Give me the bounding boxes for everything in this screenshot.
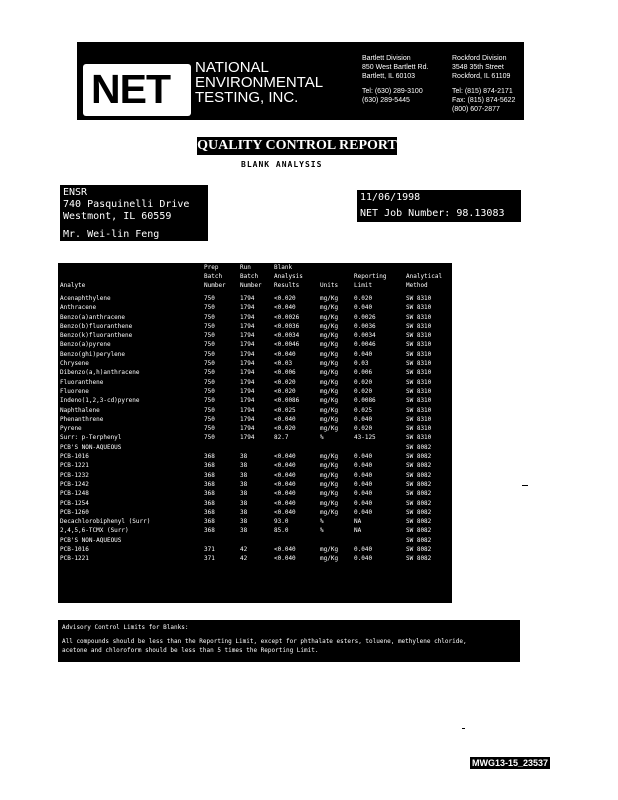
bartlett-division <box>362 54 428 105</box>
reporting-limit-cell: 0.040 <box>354 471 373 479</box>
units-cell: mg/Kg <box>320 295 339 302</box>
prep-batch-cell: 750 <box>204 304 215 312</box>
reporting-limit-cell <box>352 443 404 452</box>
table-row <box>58 331 452 340</box>
analyte-cell: Phenanthrene <box>60 415 104 423</box>
prep-batch-cell: 368 <box>204 508 215 516</box>
header-blank: Analysis <box>274 273 303 280</box>
prep-batch-cell: 750 <box>204 387 215 395</box>
table-row <box>58 545 452 554</box>
prep-batch-cell: 368 <box>204 527 215 535</box>
reporting-limit-cell: 0.020 <box>354 425 373 433</box>
units-cell: mg/Kg <box>320 508 339 516</box>
header-run: Number <box>240 282 262 289</box>
report-date: 11/06/1998 <box>360 192 421 203</box>
table-row <box>58 303 452 312</box>
result-cell: 85.0 <box>274 527 289 535</box>
results-table <box>58 263 452 564</box>
report-subtitle: BLANK ANALYSIS <box>241 160 323 169</box>
units-cell: mg/Kg <box>320 360 339 368</box>
registered-mark: ® <box>179 94 186 104</box>
header-method: Method <box>406 282 428 289</box>
analyte-cell: Decachlorobiphenyl (Surr) <box>60 518 151 526</box>
advisory-heading: Advisory Control Limits for Blanks: <box>62 624 189 631</box>
result-cell: <0.040 <box>274 471 296 479</box>
units-cell: mg/Kg <box>320 546 339 554</box>
prep-batch-cell: 368 <box>204 462 215 470</box>
prep-batch-cell: 750 <box>204 397 215 405</box>
analyte-cell: Naphthalene <box>60 406 100 414</box>
units-cell: mg/Kg <box>320 332 339 340</box>
header-blank: Results <box>274 282 300 289</box>
run-batch-cell <box>238 536 272 545</box>
analyte-cell: Fluorene <box>60 387 89 395</box>
method-cell: SW 8082 <box>406 555 432 563</box>
prep-batch-cell: 368 <box>204 480 215 488</box>
reporting-limit-cell: 0.040 <box>354 304 373 312</box>
company-name <box>195 60 323 105</box>
analyte-cell: Pyrene <box>60 425 82 433</box>
run-batch-cell: 38 <box>240 462 248 470</box>
header-run: Run <box>240 264 251 271</box>
reporting-limit-cell: 0.040 <box>354 499 373 507</box>
table-row <box>58 424 452 433</box>
company-line: TESTING, INC. <box>195 89 299 106</box>
result-cell: <0.040 <box>274 499 296 507</box>
method-cell: SW 8082 <box>406 546 432 554</box>
report-title: QUALITY CONTROL REPORT <box>197 138 397 153</box>
reporting-limit-cell: 0.040 <box>354 508 373 516</box>
result-cell: <0.0046 <box>274 341 300 349</box>
header-method: Analytical <box>406 273 443 280</box>
reporting-limit-cell: 0.03 <box>354 360 369 368</box>
run-batch-cell: 1794 <box>240 322 255 330</box>
division-line: Rockford, IL 61109 <box>452 73 511 80</box>
result-cell: <0.020 <box>274 295 296 302</box>
run-batch-cell: 1794 <box>240 378 255 386</box>
analyte-cell: Chrysene <box>60 360 89 368</box>
prep-batch-cell: 750 <box>204 322 215 330</box>
table-row <box>58 322 452 331</box>
table-row <box>58 396 452 405</box>
run-batch-cell: 1794 <box>240 369 255 377</box>
reporting-limit-cell: 0.040 <box>354 546 373 554</box>
table-row <box>58 350 452 359</box>
header-prep: Number <box>204 282 226 289</box>
header-analyte: Analyte <box>60 282 86 289</box>
prep-batch-cell: 750 <box>204 415 215 423</box>
reporting-limit-cell: NA <box>354 527 362 535</box>
prep-batch-cell: 371 <box>204 555 215 563</box>
division-line: 850 West Bartlett Rd. <box>362 64 429 71</box>
reporting-limit-cell: 0.040 <box>354 462 373 470</box>
method-cell: SW 8310 <box>406 369 432 377</box>
scan-mark <box>462 728 465 729</box>
table-row <box>58 517 452 526</box>
analyte-cell: PCB'S NON-AQUEOUS <box>60 443 122 451</box>
run-batch-cell: 1794 <box>240 332 255 340</box>
header-reporting: Limit <box>354 282 373 289</box>
prep-batch-cell: 368 <box>204 518 215 526</box>
prep-batch-cell: 750 <box>204 360 215 368</box>
units-cell: mg/Kg <box>320 490 339 498</box>
job-number: NET Job Number: 98.13083 <box>360 208 505 219</box>
run-batch-cell: 1794 <box>240 406 255 414</box>
division-line: Tel: (630) 289-3100 <box>362 88 423 95</box>
table-row <box>58 368 452 377</box>
run-batch-cell: 38 <box>240 471 248 479</box>
prep-batch-cell <box>202 536 238 545</box>
units-cell: % <box>320 434 324 442</box>
division-line: Bartlett Division <box>362 55 411 62</box>
method-cell: SW 8310 <box>406 360 432 368</box>
client-attention: Mr. Wei-lin Feng <box>63 229 160 240</box>
table-row <box>58 526 452 535</box>
reporting-limit-cell: 0.0086 <box>354 397 376 405</box>
units-cell: mg/Kg <box>320 313 339 321</box>
result-cell: <0.040 <box>274 508 296 516</box>
run-batch-cell: 42 <box>240 546 248 554</box>
table-row <box>58 471 452 480</box>
run-batch-cell: 38 <box>240 480 248 488</box>
table-row <box>58 536 452 545</box>
result-cell: <0.020 <box>274 387 296 395</box>
client-name: ENSR <box>63 187 88 198</box>
reporting-limit-cell: 0.020 <box>354 387 373 395</box>
prep-batch-cell: 750 <box>204 341 215 349</box>
prep-batch-cell: 750 <box>204 406 215 414</box>
method-cell: SW 8082 <box>406 499 432 507</box>
prep-batch-cell: 750 <box>204 378 215 386</box>
analyte-cell: PCB'S NON-AQUEOUS <box>60 536 122 544</box>
result-cell: <0.040 <box>274 453 296 461</box>
header-blank: Blank <box>274 264 293 271</box>
prep-batch-cell: 750 <box>204 332 215 340</box>
units-cell: mg/Kg <box>320 341 339 349</box>
result-cell: <0.0026 <box>274 313 300 321</box>
reporting-limit-cell: 43-125 <box>354 434 376 442</box>
table-row <box>58 378 452 387</box>
division-line: (630) 289-5445 <box>362 97 410 104</box>
analyte-cell: Benzo(ghi)perylene <box>60 350 126 358</box>
reporting-limit-cell: 0.0026 <box>354 313 376 321</box>
method-cell: SW 8310 <box>406 332 432 340</box>
method-cell: SW 8310 <box>406 313 432 321</box>
division-line: 3548 35th Street <box>452 64 504 71</box>
analyte-cell: PCB-1016 <box>60 546 89 554</box>
units-cell: mg/Kg <box>320 415 339 423</box>
method-cell: SW 8082 <box>406 508 432 516</box>
analyte-cell: PCB-1232 <box>60 471 89 479</box>
analyte-cell: PCB-1221 <box>60 462 89 470</box>
method-cell: SW 8082 <box>406 527 432 535</box>
prep-batch-cell: 750 <box>204 369 215 377</box>
reporting-limit-cell: 0.040 <box>354 480 373 488</box>
run-batch-cell: 38 <box>240 453 248 461</box>
reporting-limit-cell: 0.040 <box>354 415 373 423</box>
prep-batch-cell: 750 <box>204 350 215 358</box>
header-run: Batch <box>240 273 259 280</box>
table-row <box>58 480 452 489</box>
analyte-cell: Acenaphthylene <box>60 295 111 302</box>
units-cell: mg/Kg <box>320 406 339 414</box>
method-cell: SW 8310 <box>406 378 432 386</box>
run-batch-cell: 38 <box>240 527 248 535</box>
company-line: ENVIRONMENTAL <box>195 74 324 91</box>
prep-batch-cell: 750 <box>204 313 215 321</box>
method-cell: SW 8082 <box>406 518 432 526</box>
prep-batch-cell: 368 <box>204 471 215 479</box>
analyte-cell: Benzo(b)fluoranthene <box>60 322 133 330</box>
division-line: Fax: (815) 874-5622 <box>452 97 516 104</box>
run-batch-cell: 1794 <box>240 434 255 442</box>
reporting-limit-cell: 0.0034 <box>354 332 376 340</box>
result-cell <box>272 443 318 452</box>
analyte-cell: Indeno(1,2,3-cd)pyrene <box>60 397 140 405</box>
reporting-limit-cell <box>352 536 404 545</box>
units-cell: mg/Kg <box>320 378 339 386</box>
run-batch-cell: 1794 <box>240 304 255 312</box>
advisory-line: All compounds should be less than the Reporting Limit, except for phthalate esters, toluene, methylene chloride, <box>62 638 467 645</box>
division-line: Rockford Division <box>452 55 507 62</box>
units-cell: mg/Kg <box>320 369 339 377</box>
reporting-limit-cell: NA <box>354 518 362 526</box>
method-cell: SW 8310 <box>406 304 432 312</box>
advisory-note <box>58 620 520 662</box>
table-row <box>58 406 452 415</box>
analyte-cell: 2,4,5,6-TCMX (Surr) <box>60 527 129 535</box>
run-batch-cell: 38 <box>240 518 248 526</box>
prep-batch-cell: 368 <box>204 453 215 461</box>
table-row <box>58 508 452 517</box>
prep-batch-cell: 750 <box>204 425 215 433</box>
run-batch-cell: 1794 <box>240 387 255 395</box>
run-batch-cell: 1794 <box>240 313 255 321</box>
method-cell: SW 8310 <box>406 295 432 302</box>
net-logo <box>83 64 191 116</box>
job-info <box>357 190 521 222</box>
units-cell: mg/Kg <box>320 499 339 507</box>
table-row <box>58 313 452 322</box>
reporting-limit-cell: 0.040 <box>354 350 373 358</box>
result-cell: <0.0086 <box>274 397 300 405</box>
prep-batch-cell: 750 <box>204 434 215 442</box>
table-row <box>58 554 452 563</box>
run-batch-cell: 1794 <box>240 360 255 368</box>
run-batch-cell: 1794 <box>240 341 255 349</box>
run-batch-cell: 1794 <box>240 350 255 358</box>
analyte-cell: Surr: p-Terphenyl <box>60 434 122 442</box>
result-cell: <0.040 <box>274 490 296 498</box>
units-cell: mg/Kg <box>320 304 339 312</box>
client-city: Westmont, IL 60559 <box>63 211 172 222</box>
units-cell: mg/Kg <box>320 555 339 563</box>
analyte-cell: PCB-1221 <box>60 555 89 563</box>
reporting-limit-cell: 0.0036 <box>354 322 376 330</box>
table-row <box>58 294 452 303</box>
table-row <box>58 443 452 452</box>
run-batch-cell: 38 <box>240 508 248 516</box>
company-line: NATIONAL <box>195 59 269 76</box>
method-cell: SW 8310 <box>406 415 432 423</box>
method-cell: SW 8082 <box>406 480 432 488</box>
header-prep: Prep <box>204 264 219 271</box>
units-cell: mg/Kg <box>320 462 339 470</box>
analyte-cell: PCB-1254 <box>60 499 89 507</box>
prep-batch-cell: 368 <box>204 499 215 507</box>
result-cell: <0.006 <box>274 369 296 377</box>
letterhead <box>77 42 524 120</box>
table-row <box>58 415 452 424</box>
result-cell: <0.025 <box>274 406 296 414</box>
units-cell: % <box>320 527 324 535</box>
table-row <box>58 433 452 442</box>
reporting-limit-cell: 0.020 <box>354 295 373 302</box>
table-row <box>58 461 452 470</box>
result-cell: 82.7 <box>274 434 289 442</box>
reporting-limit-cell: 0.040 <box>354 453 373 461</box>
rockford-division <box>452 54 515 114</box>
units-cell: mg/Kg <box>320 387 339 395</box>
prep-batch-cell: 371 <box>204 546 215 554</box>
result-cell: <0.0036 <box>274 322 300 330</box>
run-batch-cell: 42 <box>240 555 248 563</box>
reporting-limit-cell: 0.025 <box>354 406 373 414</box>
run-batch-cell: 1794 <box>240 425 255 433</box>
method-cell: SW 8310 <box>406 434 432 442</box>
result-cell: <0.040 <box>274 350 296 358</box>
results-table-container <box>58 263 452 603</box>
advisory-line: acetone and chloroform should be less than 5 times the Reporting Limit. <box>62 647 319 654</box>
method-cell: SW 8082 <box>406 443 432 451</box>
analyte-cell: Fluoranthene <box>60 378 104 386</box>
result-cell: <0.040 <box>274 415 296 423</box>
units-cell: mg/Kg <box>320 397 339 405</box>
scan-mark <box>522 485 528 486</box>
table-row <box>58 452 452 461</box>
client-street: 740 Pasquinelli Drive <box>63 199 190 210</box>
reporting-limit-cell: 0.040 <box>354 490 373 498</box>
table-row <box>58 489 452 498</box>
method-cell: SW 8310 <box>406 387 432 395</box>
method-cell: SW 8082 <box>406 453 432 461</box>
division-line: Bartlett, IL 60103 <box>362 73 416 80</box>
method-cell: SW 8310 <box>406 322 432 330</box>
analyte-cell: Anthracene <box>60 304 97 312</box>
method-cell: SW 8082 <box>406 536 432 544</box>
units-cell <box>318 536 352 545</box>
analyte-cell: Dibenzo(a,h)anthracene <box>60 369 140 377</box>
reporting-limit-cell: 0.006 <box>354 369 373 377</box>
run-batch-cell: 38 <box>240 499 248 507</box>
analyte-cell: PCB-1016 <box>60 453 89 461</box>
method-cell: SW 8310 <box>406 397 432 405</box>
run-batch-cell: 1794 <box>240 415 255 423</box>
run-batch-cell: 1794 <box>240 397 255 405</box>
analyte-cell: PCB-1248 <box>60 490 89 498</box>
method-cell: SW 8082 <box>406 490 432 498</box>
units-cell: % <box>320 518 324 526</box>
division-line: (800) 607-2877 <box>452 106 500 113</box>
result-cell <box>272 536 318 545</box>
logo-text: NET <box>91 66 170 112</box>
method-cell: SW 8310 <box>406 341 432 349</box>
header-prep: Batch <box>204 273 223 280</box>
result-cell: <0.020 <box>274 425 296 433</box>
result-cell: <0.040 <box>274 462 296 470</box>
table-body <box>58 294 452 564</box>
result-cell: 93.0 <box>274 518 289 526</box>
analyte-cell: Benzo(k)fluoranthene <box>60 332 133 340</box>
run-batch-cell: 38 <box>240 490 248 498</box>
units-cell: mg/Kg <box>320 350 339 358</box>
units-cell: mg/Kg <box>320 471 339 479</box>
units-cell <box>318 443 352 452</box>
table-row <box>58 499 452 508</box>
prep-batch-cell: 750 <box>204 295 215 302</box>
result-cell: <0.040 <box>274 555 296 563</box>
result-cell: <0.03 <box>274 360 293 368</box>
reporting-limit-cell: 0.0046 <box>354 341 376 349</box>
header-units: Units <box>320 282 339 289</box>
units-cell: mg/Kg <box>320 453 339 461</box>
result-cell: <0.040 <box>274 546 296 554</box>
units-cell: mg/Kg <box>320 480 339 488</box>
analyte-cell: Benzo(a)pyrene <box>60 341 111 349</box>
method-cell: SW 8082 <box>406 471 432 479</box>
result-cell: <0.020 <box>274 378 296 386</box>
result-cell: <0.040 <box>274 304 296 312</box>
analyte-cell: PCB-1242 <box>60 480 89 488</box>
analyte-cell: PCB-1260 <box>60 508 89 516</box>
units-cell: mg/Kg <box>320 425 339 433</box>
method-cell: SW 8082 <box>406 462 432 470</box>
client-address <box>60 185 208 241</box>
units-cell: mg/Kg <box>320 322 339 330</box>
result-cell: <0.0034 <box>274 332 300 340</box>
method-cell: SW 8310 <box>406 425 432 433</box>
run-batch-cell: 1794 <box>240 295 255 302</box>
header-reporting: Reporting <box>354 273 387 280</box>
reporting-limit-cell: 0.040 <box>354 555 373 563</box>
division-line: Tel: (815) 874-2171 <box>452 88 513 95</box>
reporting-limit-cell: 0.020 <box>354 378 373 386</box>
result-cell: <0.040 <box>274 480 296 488</box>
document-id: MWG13-15_23537 <box>472 758 549 768</box>
prep-batch-cell: 368 <box>204 490 215 498</box>
method-cell: SW 8310 <box>406 350 432 358</box>
table-row <box>58 359 452 368</box>
table-row <box>58 387 452 396</box>
run-batch-cell <box>238 443 272 452</box>
table-row <box>58 340 452 349</box>
method-cell: SW 8310 <box>406 406 432 414</box>
prep-batch-cell <box>202 443 238 452</box>
analyte-cell: Benzo(a)anthracene <box>60 313 126 321</box>
